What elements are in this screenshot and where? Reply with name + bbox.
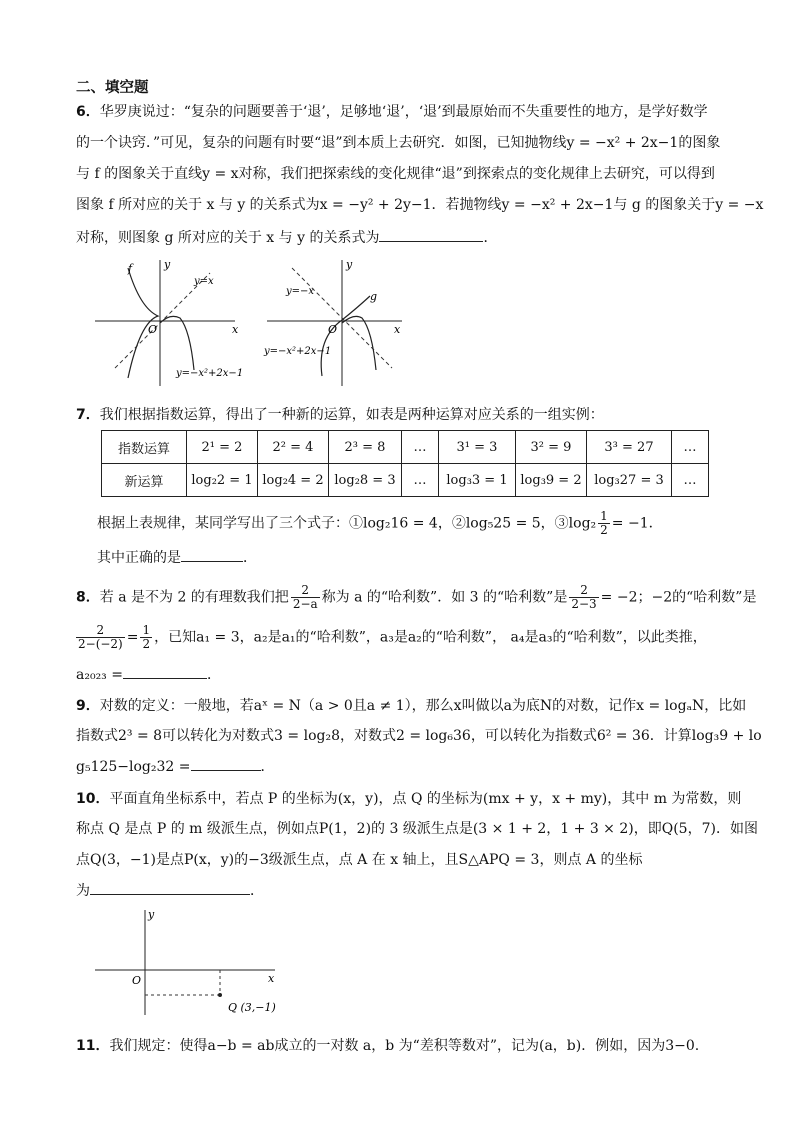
- q8-f4-num: 1: [142, 623, 151, 637]
- q10-end: ．: [250, 883, 264, 899]
- q7-cell: 2³ = 8: [329, 431, 402, 464]
- q7-cell: 2² = 4: [258, 431, 329, 464]
- q8-f2-den: 2−3: [571, 597, 597, 611]
- q8-fraction-3: [76, 624, 125, 651]
- q10-point-q: [218, 993, 222, 997]
- q8-fraction-1: [291, 584, 320, 611]
- q11-text-1: 我们规定：使得a−b = ab成立的一对数 a，b 为“差积等数对”，记为(a，b)．例如，因为3−0.: [109, 1038, 700, 1054]
- q10-number: 10．: [76, 791, 110, 807]
- q7-cell: log₂8 = 3: [329, 464, 402, 497]
- q10-label-y: y: [148, 908, 155, 921]
- q10-label-x: x: [268, 972, 275, 985]
- q7-intro: 我们根据指数运算，得出了一种新的运算，如表是两种运算对应关系的一组实例：: [99, 407, 604, 423]
- q8-line-3: [76, 664, 221, 685]
- q7-text-1-end: = −1．: [611, 515, 663, 532]
- q8-number: 8．: [76, 589, 100, 606]
- q6-answer-blank[interactable]: [379, 227, 483, 242]
- q6-line-4: 图象 f 所对应的关于 x 与 y 的关系式为x = −y² + 2y−1．若抛物线y = −x² + 2x−1与 g 的图象关于y = −x: [76, 197, 764, 213]
- q8-text-1a: 若 a 是不为 2 的有理数我们把: [99, 589, 289, 606]
- q7-end: ．: [243, 550, 257, 566]
- q8-f3-den: 2−(−2): [78, 637, 123, 651]
- fig2-label-curve: y=−x²+2x−1: [264, 346, 332, 357]
- q7-cell: 3³ = 27: [587, 431, 672, 464]
- q7-answer-blank[interactable]: [181, 547, 243, 562]
- q7-cell: …: [402, 464, 439, 497]
- q9-text-3: g₅125−log₂32 =: [76, 759, 191, 775]
- q9-text-1: 对数的定义：一般地，若aˣ = N（a > 0且a ≠ 1），那么x叫做以a为底N的对数，记作x = logₐN，比如: [99, 698, 747, 714]
- q7-frac-num: 1: [600, 509, 608, 523]
- q7-cell: 新运算: [102, 464, 187, 497]
- fig2-label-o: O: [328, 323, 338, 336]
- q8-fraction-4: [140, 624, 152, 651]
- fig1-label-x: x: [232, 323, 239, 336]
- q8-text-1c: = −2；−2的“哈利数”是: [600, 589, 757, 606]
- fig2-label-x: x: [394, 323, 401, 336]
- q6-line-3: 与 f 的图象关于直线y = x对称，我们把探索线的变化规律“退”到探索点的变化规律上去研究，可以得到: [76, 166, 715, 182]
- q7-cell: log₃27 = 3: [587, 464, 672, 497]
- q7-text-1: 根据上表规律，某同学写出了三个式子：①log₂16 = 4，②log₅25 = 5，③log₂: [97, 515, 597, 532]
- q7-text-2: 其中正确的是: [97, 550, 181, 566]
- q7-frac-den: 2: [600, 523, 608, 537]
- q10-line-2: 称点 Q 是点 P 的 m 级派生点，例如点P(1，2)的 3 级派生点是(3 × 1 + 2，1 + 3 × 2)，即Q(5，7)．如图: [76, 821, 758, 837]
- q7-number: 7．: [76, 407, 100, 423]
- q7-cell: …: [402, 431, 439, 464]
- fig1-label-y: y: [164, 258, 171, 271]
- q6-end: ．: [483, 230, 498, 246]
- q6-text-1: 华罗庚说过：“复杂的问题要善于‘退’，足够地‘退’，‘退’到最原始而不失重要性的地方，是学好数学: [99, 104, 708, 120]
- q7-cell: …: [672, 464, 709, 497]
- q7-cell: 指数运算: [102, 431, 187, 464]
- q8-f1-num: 2: [301, 583, 310, 597]
- q7-cell: log₃9 = 2: [516, 464, 587, 497]
- q6-line-1: [76, 102, 708, 122]
- q8-fraction-2: [569, 584, 598, 611]
- q8-f1-den: 2−a: [292, 597, 318, 611]
- q10-line-4: [76, 880, 264, 901]
- q8-line-2: [76, 624, 707, 651]
- q8-line-1: [76, 584, 756, 611]
- fig1-label-curve: y=−x²+2x−1: [176, 368, 244, 379]
- q10-label-o: O: [132, 974, 142, 987]
- q7-cell: log₂2 = 1: [187, 464, 258, 497]
- q9-answer-blank[interactable]: [191, 756, 261, 771]
- q9-line-3: [76, 756, 275, 777]
- q7-fraction: [598, 510, 610, 537]
- fig1-label-line: y=x: [194, 276, 214, 287]
- q6-figure-2: [262, 258, 407, 388]
- q10-line-1: [76, 789, 741, 809]
- fig1-parabola: [160, 316, 194, 370]
- q10-label-q: Q (3,−1): [228, 1001, 276, 1014]
- q8-eq: =: [126, 629, 139, 646]
- q7-line-1: [76, 405, 604, 425]
- q9-line-1: [76, 696, 746, 716]
- q10-text-1: 平面直角坐标系中，若点 P 的坐标为(x，y)，点 Q 的坐标为(mx + y，x + my)，其中 m 为常数，则: [109, 791, 742, 807]
- q7-cell: 2¹ = 2: [187, 431, 258, 464]
- q6-figure-1: [90, 258, 250, 388]
- q7-table-row-1: [102, 431, 709, 464]
- fig2-label-line: y=−x: [286, 286, 315, 297]
- q7-cell: 3² = 9: [516, 431, 587, 464]
- fig1-label-f: f: [128, 262, 133, 275]
- q6-line-5: [76, 227, 497, 248]
- q7-table-row-2: [102, 464, 709, 497]
- q7-table: [101, 430, 709, 497]
- q10-line-3: 点Q(3，−1)是点P(x，y)的−3级派生点，点 A 在 x 轴上，且S△APQ = 3，则点 A 的坐标: [76, 852, 643, 868]
- q8-answer-blank[interactable]: [123, 664, 207, 679]
- q11-number: 11．: [76, 1038, 110, 1054]
- q8-end: ．: [206, 667, 221, 683]
- fig2-label-y: y: [346, 258, 353, 271]
- q11-line-1: [76, 1036, 699, 1056]
- q8-f2-num: 2: [580, 583, 588, 597]
- q8-text-3: a₂₀₂₃ =: [76, 667, 123, 683]
- q7-cell: 3¹ = 3: [439, 431, 516, 464]
- q8-f3-num: 2: [96, 623, 105, 637]
- fig2-curve-g: [321, 296, 370, 376]
- q6-number: 6．: [76, 104, 100, 120]
- fig2-parabola: [342, 316, 376, 370]
- q8-f4-den: 2: [142, 637, 151, 651]
- q10-text-4: 为: [76, 883, 90, 899]
- q6-text-5: 对称，则图象 g 所对应的关于 x 与 y 的关系式为: [76, 230, 380, 246]
- q7-cell: log₃3 = 1: [439, 464, 516, 497]
- q7-cell: …: [672, 431, 709, 464]
- q7-line-2: [97, 510, 663, 537]
- fig1-label-o: O: [148, 323, 158, 336]
- q9-line-2: 指数式2³ = 8可以转化为对数式3 = log₂8，对数式2 = log₆36，可以转化为指数式6² = 36．计算log₃9 + lo: [76, 728, 762, 744]
- q10-figure: [90, 905, 280, 1020]
- section-title: 二、填空题: [76, 80, 149, 96]
- q8-text-1b: 称为 a 的“哈利数”．如 3 的“哈利数”是: [321, 589, 568, 606]
- q7-cell: log₂4 = 2: [258, 464, 329, 497]
- q6-line-2: 的一个诀窍．”可见，复杂的问题有时要“退”到本质上去研究．如图，已知抛物线y = −x² + 2x−1的图象: [76, 135, 721, 151]
- q9-end: ．: [260, 759, 275, 775]
- q8-text-2: ，已知a₁ = 3，a₂是a₁的“哈利数”，a₃是a₂的“哈利数”， a₄是a₃的“哈利数”，以此类推，: [154, 629, 707, 646]
- q9-number: 9．: [76, 698, 100, 714]
- q10-answer-blank[interactable]: [90, 880, 250, 895]
- q7-line-3: [97, 547, 257, 568]
- fig2-label-g: g: [370, 290, 378, 303]
